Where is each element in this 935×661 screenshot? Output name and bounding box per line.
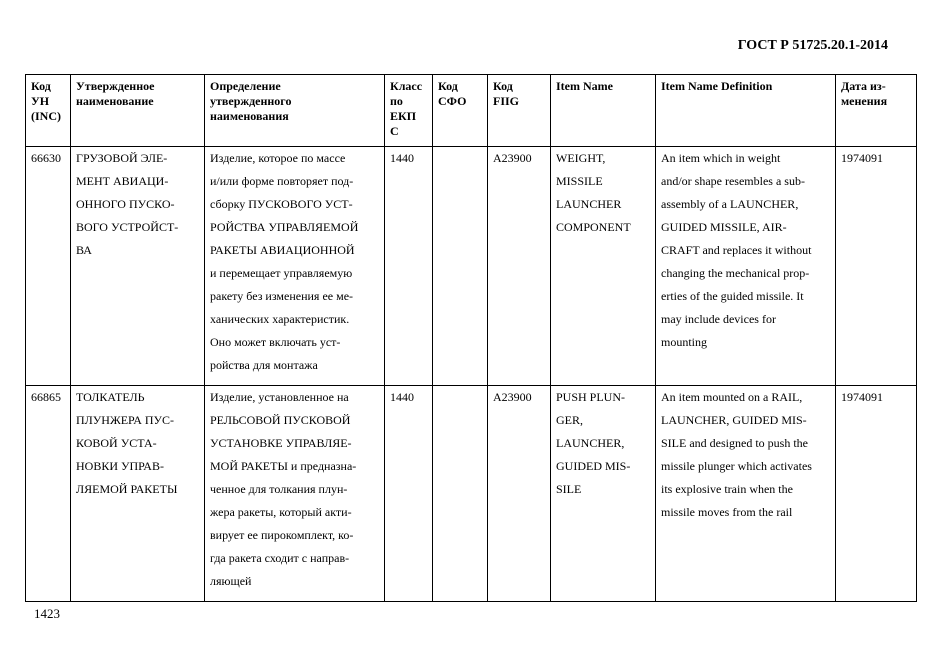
inc-cell	[26, 386, 71, 602]
cell-line: НОВКИ УПРАВ-	[76, 459, 164, 473]
cell-line: ЛЯЕМОЙ РАКЕТЫ	[76, 482, 178, 496]
cell-line: РОЙСТВА УПРАВЛЯЕМОЙ	[210, 220, 359, 234]
column-header-line: (INC)	[31, 109, 61, 123]
column-header-line: Код	[31, 79, 51, 93]
approved-name-cell	[71, 147, 205, 386]
column-header-line: Код	[493, 79, 513, 93]
cell-line: ракету без изменения ее ме-	[210, 289, 354, 303]
cell-line: ляющей	[210, 574, 252, 588]
cell-line: и перемещает управляемую	[210, 266, 353, 280]
cell-line: РАКЕТЫ АВИАЦИОННОЙ	[210, 243, 355, 257]
cell-line: may include devices for	[661, 312, 776, 326]
sfo-cell	[433, 147, 488, 386]
cell-line: ВА	[76, 243, 92, 257]
cell-line: Оно может включать уст-	[210, 335, 341, 349]
cell-value	[438, 151, 483, 174]
column-header-line: Утвержденное	[76, 79, 155, 93]
column-header-line: Item Name	[556, 79, 613, 93]
column-header	[836, 75, 917, 147]
column-header-line: Item Name Definition	[661, 79, 773, 93]
cell-value: 66630	[31, 151, 61, 165]
cell-line: сборку ПУСКОВОГО УСТ-	[210, 197, 353, 211]
cell-value: 1440	[390, 151, 414, 165]
cell-line: CRAFT and replaces it without	[661, 243, 812, 257]
inc-cell	[26, 147, 71, 386]
cell-line: LAUNCHER	[556, 197, 622, 211]
column-header-line: СФО	[438, 94, 467, 108]
column-header-line: Дата из-	[841, 79, 886, 93]
fiig-cell	[488, 147, 551, 386]
change-date-cell	[836, 386, 917, 602]
cell-line: mounting	[661, 335, 708, 349]
item-definition-cell	[656, 147, 836, 386]
cell-line: SILE	[556, 482, 582, 496]
definition-cell	[205, 386, 385, 602]
cell-line: GUIDED MISSILE, AIR-	[661, 220, 787, 234]
cell-line: ченное для толкания плун-	[210, 482, 348, 496]
cell-line: changing the mechanical prop-	[661, 266, 810, 280]
column-header	[656, 75, 836, 147]
cell-line: ВОГО УСТРОЙСТ-	[76, 220, 179, 234]
column-header-line: ЕКП	[390, 109, 417, 123]
column-header-line: Класс	[390, 79, 423, 93]
column-header	[205, 75, 385, 147]
column-header	[551, 75, 656, 147]
cell-value: 1440	[390, 390, 414, 404]
column-header	[385, 75, 433, 147]
column-header-line: менения	[841, 94, 888, 108]
change-date-cell	[836, 147, 917, 386]
cell-line: Изделие, установленное на	[210, 390, 349, 404]
column-header-line: наименования	[210, 109, 289, 123]
cell-line: COMPONENT	[556, 220, 631, 234]
cell-value	[438, 390, 483, 413]
cell-line: ханических характеристик.	[210, 312, 350, 326]
cell-line: вирует ее пирокомплект, ко-	[210, 528, 354, 542]
cell-line: PUSH PLUN-	[556, 390, 626, 404]
cell-line: and/or shape resembles a sub-	[661, 174, 805, 188]
cell-line: LAUNCHER,	[556, 436, 625, 450]
column-header	[433, 75, 488, 147]
item-definition-cell	[656, 386, 836, 602]
cell-line: GER,	[556, 413, 583, 427]
cell-line: missile plunger which activates	[661, 459, 812, 473]
table-header-row	[26, 75, 917, 147]
cell-line: и/или форме повторяет под-	[210, 174, 354, 188]
class-cell	[385, 147, 433, 386]
cell-line: ПЛУНЖЕРА ПУС-	[76, 413, 175, 427]
item-name-cell	[551, 386, 656, 602]
cell-value: A23900	[493, 390, 532, 404]
cell-line: ГРУЗОВОЙ ЭЛЕ-	[76, 151, 168, 165]
table-row	[26, 386, 917, 602]
standard-designation: ГОСТ Р 51725.20.1-2014	[737, 38, 888, 53]
class-cell	[385, 386, 433, 602]
column-header	[71, 75, 205, 147]
cell-line: РЕЛЬСОВОЙ ПУСКОВОЙ	[210, 413, 351, 427]
page-number: 1423	[34, 606, 60, 621]
sfo-cell	[433, 386, 488, 602]
cell-line: its explosive train when the	[661, 482, 793, 496]
cell-line: An item which in weight	[661, 151, 781, 165]
cell-value: 1974091	[841, 390, 883, 404]
cell-line: SILE and designed to push the	[661, 436, 808, 450]
column-header-line: Определение	[210, 79, 281, 93]
cell-value: 1974091	[841, 151, 883, 165]
cell-value: 66865	[31, 390, 61, 404]
cell-line: ройства для монтажа	[210, 358, 318, 372]
cell-line: жера ракеты, который акти-	[210, 505, 352, 519]
column-header-line: Код	[438, 79, 458, 93]
column-header	[488, 75, 551, 147]
approved-name-cell	[71, 386, 205, 602]
table-row	[26, 147, 917, 386]
cell-line: ТОЛКАТЕЛЬ	[76, 390, 145, 404]
column-header-line: утвержденного	[210, 94, 292, 108]
cell-line: ОННОГО ПУСКО-	[76, 197, 175, 211]
cell-line: МОЙ РАКЕТЫ и предназна-	[210, 459, 357, 473]
column-header-line: С	[390, 124, 399, 138]
table-body	[26, 147, 917, 602]
cell-line: УСТАНОВКЕ УПРАВЛЯЕ-	[210, 436, 352, 450]
cell-line: LAUNCHER, GUIDED MIS-	[661, 413, 807, 427]
cell-line: МЕНТ АВИАЦИ-	[76, 174, 169, 188]
item-name-cell	[551, 147, 656, 386]
column-header	[26, 75, 71, 147]
classification-table	[25, 74, 917, 602]
column-header-line: по	[390, 94, 403, 108]
fiig-cell	[488, 386, 551, 602]
cell-line: missile moves from the rail	[661, 505, 793, 519]
cell-value: A23900	[493, 151, 532, 165]
definition-cell	[205, 147, 385, 386]
column-header-line: УН	[31, 94, 50, 108]
cell-line: MISSILE	[556, 174, 603, 188]
cell-line: erties of the guided missile. It	[661, 289, 804, 303]
cell-line: An item mounted on a RAIL,	[661, 390, 803, 404]
cell-line: Изделие, которое по массе	[210, 151, 346, 165]
cell-line: WEIGHT,	[556, 151, 606, 165]
column-header-line: наименование	[76, 94, 154, 108]
cell-line: GUIDED MIS-	[556, 459, 631, 473]
column-header-line: FIIG	[493, 94, 520, 108]
cell-line: КОВОЙ УСТА-	[76, 436, 157, 450]
cell-line: assembly of a LAUNCHER,	[661, 197, 799, 211]
cell-line: гда ракета сходит с направ-	[210, 551, 350, 565]
